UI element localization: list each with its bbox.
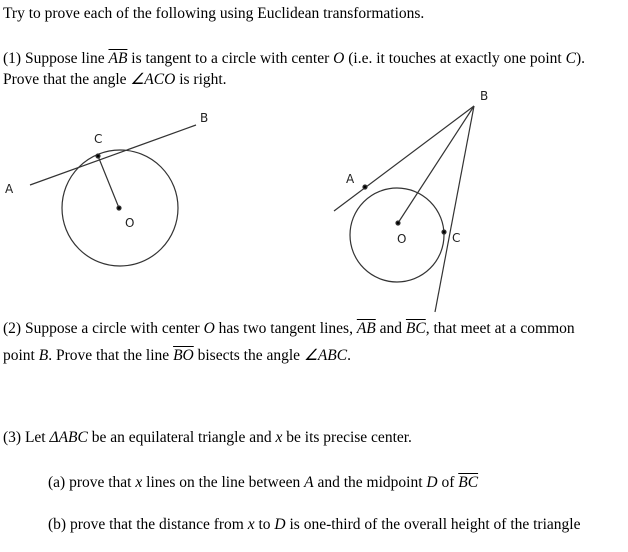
- var-d: D: [274, 516, 286, 533]
- intro-text: Try to prove each of the following using Euclidean transformations.: [3, 5, 425, 22]
- text: point: [3, 347, 39, 364]
- text: be an equilateral triangle and: [87, 429, 276, 446]
- text: . Prove that the line: [48, 347, 174, 364]
- text: of: [437, 474, 459, 491]
- var-b: B: [38, 347, 49, 364]
- text: is one-third of the overall height of the triangle: [285, 516, 581, 533]
- label-b: B: [200, 111, 209, 125]
- label-c: C: [94, 132, 103, 146]
- var-o: O: [333, 50, 345, 67]
- label-b: B: [480, 89, 489, 103]
- var-x: x: [135, 474, 143, 491]
- label-c: C: [452, 231, 461, 245]
- text: (2) Suppose a circle with center: [3, 320, 204, 337]
- text: and: [375, 320, 406, 337]
- point-c: [442, 230, 446, 234]
- radius-co: [98, 156, 119, 208]
- text: be its precise center.: [282, 429, 412, 446]
- angle-aco: ∠ACO: [130, 71, 176, 88]
- var-o: O: [203, 320, 215, 337]
- triangle-abc: ΔABC: [49, 429, 88, 446]
- var-d: D: [426, 474, 438, 491]
- tangent-ba: [334, 106, 474, 211]
- label-a: A: [346, 172, 355, 186]
- var-a: A: [304, 474, 314, 491]
- text: (1) Suppose line: [3, 50, 109, 67]
- segment-bc: $\overline{BC}$: [405, 320, 426, 337]
- text: (3) Let: [3, 429, 50, 446]
- point-o: [117, 206, 121, 210]
- segment-bc: $\overline{BC}$: [458, 474, 479, 491]
- figure-1: [30, 125, 196, 266]
- text: is tangent to a circle with center: [127, 50, 334, 67]
- problem-3: [3, 429, 412, 447]
- text: and the midpoint: [313, 474, 427, 491]
- label-o: O: [397, 232, 407, 246]
- text: (i.e. it touches at exactly one point: [344, 50, 566, 67]
- label-a: A: [5, 182, 14, 196]
- point-o: [396, 221, 400, 225]
- text: (a) prove that: [48, 474, 136, 491]
- segment-ab: $\overline{AB}$: [108, 50, 128, 67]
- problem-2-line-2: [3, 346, 351, 365]
- point-a: [363, 185, 367, 189]
- problem-2-line-1: [3, 320, 575, 338]
- text: .: [347, 347, 351, 364]
- text: (b) prove that the distance from: [48, 516, 248, 533]
- var-x: x: [247, 516, 255, 533]
- label-o: O: [125, 216, 135, 230]
- text: to: [254, 516, 275, 533]
- problem-3a: [48, 474, 478, 492]
- figure-2: [334, 106, 474, 312]
- text: , that meet at a common: [425, 320, 575, 337]
- problem-3b: [48, 516, 580, 534]
- var-x: x: [275, 429, 283, 446]
- segment-ab: $\overline{AB}$: [356, 320, 376, 337]
- text: lines on the line between: [142, 474, 305, 491]
- text: ).: [575, 50, 585, 67]
- segment-bo: $\overline{BO}$: [173, 347, 194, 364]
- text: is right.: [175, 71, 227, 88]
- text: bisects the angle: [193, 347, 304, 364]
- text: has two tangent lines,: [214, 320, 357, 337]
- point-c: [96, 154, 100, 158]
- var-c: C: [565, 50, 576, 67]
- text: Prove that the angle: [3, 71, 131, 88]
- tangent-ab: [30, 125, 196, 185]
- angle-abc: ∠ABC: [303, 347, 348, 364]
